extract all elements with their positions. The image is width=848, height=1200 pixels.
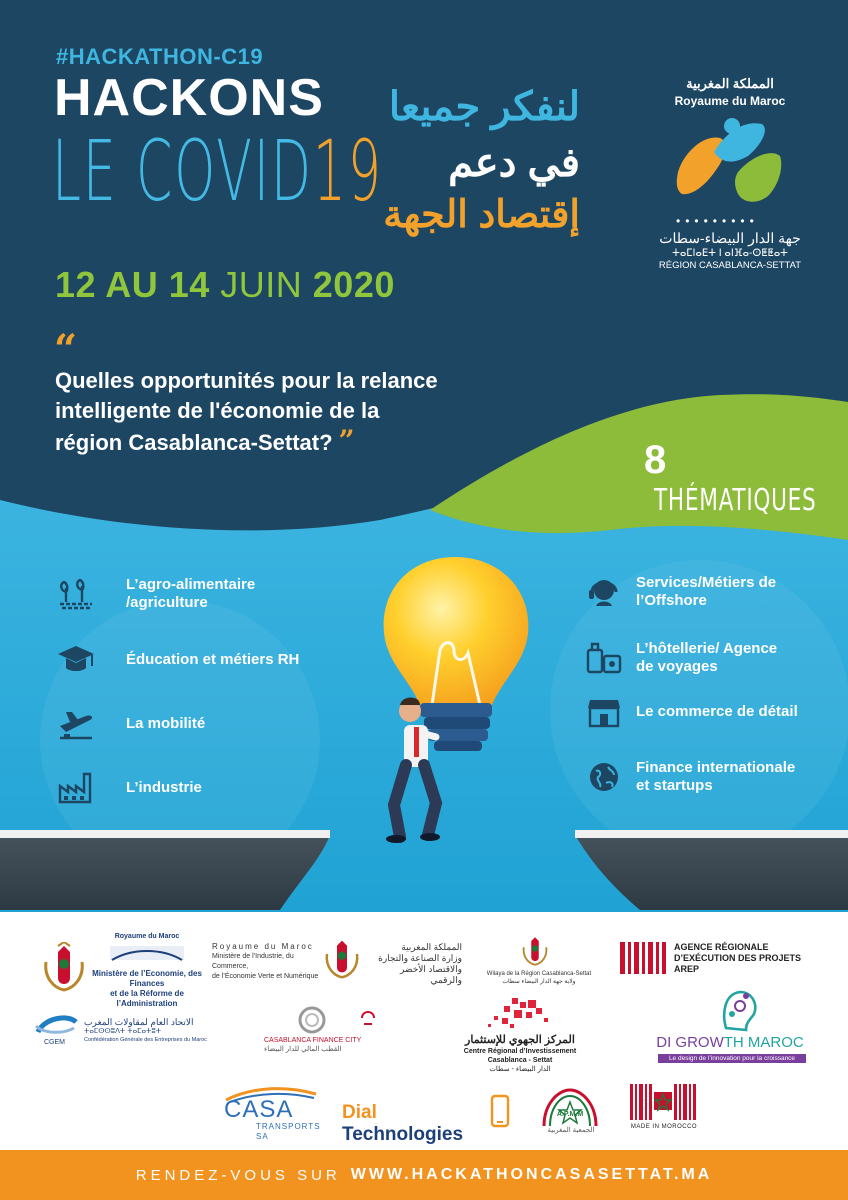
theme-hotellerie [584,638,777,678]
arep-logo-icon [620,942,666,974]
partner-ministry-economy-title: Royaume du Maroc [114,933,180,940]
partner-cgem-line1: Confédération Générale des Entreprises du Maroc [84,1037,207,1043]
partner-arep-line3: AREP [674,964,700,974]
theme-line-2: /agriculture [126,594,208,611]
partner-di-growth-tagline: Le design de l’innovation pour la croissance [658,1054,806,1063]
graduation-cap-icon [56,640,96,680]
partners-section [0,912,848,1150]
partner-made-in-morocco: MADE IN MOROCCO [630,1124,698,1130]
cfc-secondary-logo-icon [360,1008,376,1028]
partner-casa-transports-name: CASA [224,1096,294,1123]
airplane-icon [56,704,96,744]
cri-logo-icon [484,998,554,1032]
luggage-icon [584,638,624,678]
ministry-stripe-icon [102,942,192,966]
theme-label: Éducation et métiers RH [126,651,300,668]
partner-cfc-ar: القطب المالي للدار البيضاء [264,1046,342,1053]
theme-label: La mobilité [126,715,206,732]
plant-icon [56,574,96,614]
di-growth-logo-icon [716,984,762,1034]
question-text [55,366,595,458]
arabic-line-1: لنفكر جميعا [388,85,580,129]
morocco-coat-of-arms-icon [520,934,550,968]
theme-offshore [584,572,776,612]
title-19: 19 [312,122,383,220]
partner-wilaya [484,970,594,986]
partner-arep-line2: D’EXÉCUTION DES PROJETS [674,953,802,963]
partner-ministry-industry-ar2: وزارة الصناعة والتجارة [378,953,462,963]
partner-cgem-tif: ⵜⴰⵎⵙⵙⵓⴷⵜ ⵜⴰⵎⴰⵜⵓⵜ [84,1028,162,1035]
theme-line-2: et startups [636,777,713,794]
dates-year: 2020 [312,264,395,305]
theme-label [636,574,776,610]
partner-dial-technologies [342,1102,492,1146]
cgem-logo-icon [34,1012,78,1038]
partner-wilaya-line1: Wilaya de la Région Casablanca-Settat [486,971,592,977]
close-quote: ” [338,424,355,457]
themes-count: 8 [644,438,667,482]
headset-icon [584,572,624,612]
region-logo-french: Royaume du Maroc [674,94,786,108]
partner-apmm-ar: الجمعية المغربية [547,1127,595,1134]
partner-arep-line1: AGENCE RÉGIONALE [674,942,769,952]
theme-line-2: de voyages [636,658,718,675]
title-le-covid-text: LE COVID [52,122,313,220]
theme-label: L’industrie [126,779,202,796]
partner-di-growth-name-b: TH MAROC [723,1034,804,1051]
region-logo-tifinagh: ⵜⴰⵎⵏⴰⴹⵜ ⵏ ⴰⵏⴼⴰ-ⵙⵟⵟⴰⵜ [672,248,788,259]
phone-icon [490,1094,510,1128]
region-logo-arabic-region: جهة الدار البيضاء-سطات [659,230,801,246]
theme-label [636,640,777,676]
question-line-1: Quelles opportunités pour la relance [55,368,438,393]
partner-cri-line1: Centre Régional d’Investissement [463,1048,577,1055]
partner-ministry-economy [92,932,202,1009]
dates-days: 12 AU 14 [55,264,210,305]
region-logo-dots: ••••••••• [676,214,759,228]
theme-label [126,576,255,612]
partner-casa-transports-sub: TRANSPORTS SA [256,1122,321,1141]
partner-cri [452,1034,588,1074]
globe-icon [584,757,624,797]
partner-cgem-badge: CGEM [44,1039,65,1046]
partner-ministry-industry-arabic [366,942,462,986]
partner-ministry-industry-line2: Ministère de l’Industrie, du Commerce, [212,953,294,970]
partner-di-growth [652,1034,808,1051]
partner-ministry-industry-ar3: والاقتصاد الأخضر والرقمي [399,964,462,985]
cfc-logo-icon [298,1006,326,1034]
partner-ministry-economy-line1: Ministère de l’Economie, des Finances [92,969,202,988]
arabic-line-2: في دعم [448,141,580,185]
footer-lead: RENDEZ-VOUS SUR [135,1166,341,1184]
theme-label: Le commerce de détail [636,703,798,720]
themes-badge [644,438,848,518]
theme-line-1: L’hôtellerie/ Agence [636,640,778,657]
theme-education [56,640,299,680]
partner-cri-line2: Casablanca - Settat [487,1057,553,1064]
partner-ministry-industry-line3: de l’Économie Verte et Numérique [212,973,319,980]
open-quote: “ [54,326,78,373]
partner-cgem [84,1018,224,1045]
partner-dial-name-b: Technologies [342,1124,464,1145]
factory-icon [56,768,96,808]
partner-cri-ar: المركز الجهوي للإستثمار [465,1034,575,1046]
question-line-2: intelligente de l'économie de la [55,398,380,423]
morocco-coat-of-arms-icon [40,942,88,994]
footer-website-link[interactable]: WWW.HACKATHONCASASETTAT.MA [350,1166,713,1183]
partner-ministry-economy-line2: et de la Réforme de l’Administration [110,989,184,1008]
question-line-3 [55,426,595,458]
partner-ministry-industry-ar1: المملكة المغربية [401,942,462,952]
theme-line-1: Finance internationale [636,759,796,776]
arabic-line-3: إقتصاد الجهة [383,194,580,236]
theme-mobility [56,704,205,744]
footer-banner [0,1150,848,1200]
partner-dial-name-a: Dial [342,1102,377,1123]
region-logo-arabic: المملكة المغربية [686,76,774,91]
theme-finance [584,757,795,797]
themes-label: THÉMATIQUES [654,483,817,518]
region-logo-name: RÉGION CASABLANCA-SETTAT [658,260,802,271]
partner-cfc [264,1036,374,1054]
dates-month: JUIN [220,264,303,305]
partner-ministry-industry-line1: Royaume du Maroc [212,942,314,951]
theme-line-1: Services/Métiers de [636,574,777,591]
title-hackons: HACKONS [54,69,324,127]
partner-cgem-ar: الاتحاد العام لمقاولات المغرب [84,1017,194,1027]
shop-icon [584,692,624,732]
theme-line-2: l’Offshore [636,592,707,609]
question-line-3-text: région Casablanca-Settat? [55,430,333,455]
partner-apmm-name: A.P.M.M [556,1111,584,1118]
partner-di-growth-name-a: DI GROW [656,1034,724,1051]
theme-label [636,759,795,795]
event-dates [55,264,395,306]
theme-agro [56,574,255,614]
partner-wilaya-ar: ولاية جهة الدار البيضاء سطات [502,979,576,985]
lightbulb-illustration [370,555,540,845]
theme-line-1: L’agro-alimentaire [126,576,256,593]
partner-arep [674,942,824,975]
partner-cfc-line1: CASABLANCA FINANCE CITY [264,1037,362,1044]
region-logo [640,74,820,274]
theme-commerce [584,692,798,732]
hashtag: #HACKATHON-C19 [56,44,264,69]
partner-cri-ar2: الدار البيضاء - سطات [489,1066,551,1073]
region-emblem-icon [674,112,786,212]
theme-industry [56,768,202,808]
morocco-coat-of-arms-icon [322,936,362,982]
partner-ministry-industry [212,942,322,982]
